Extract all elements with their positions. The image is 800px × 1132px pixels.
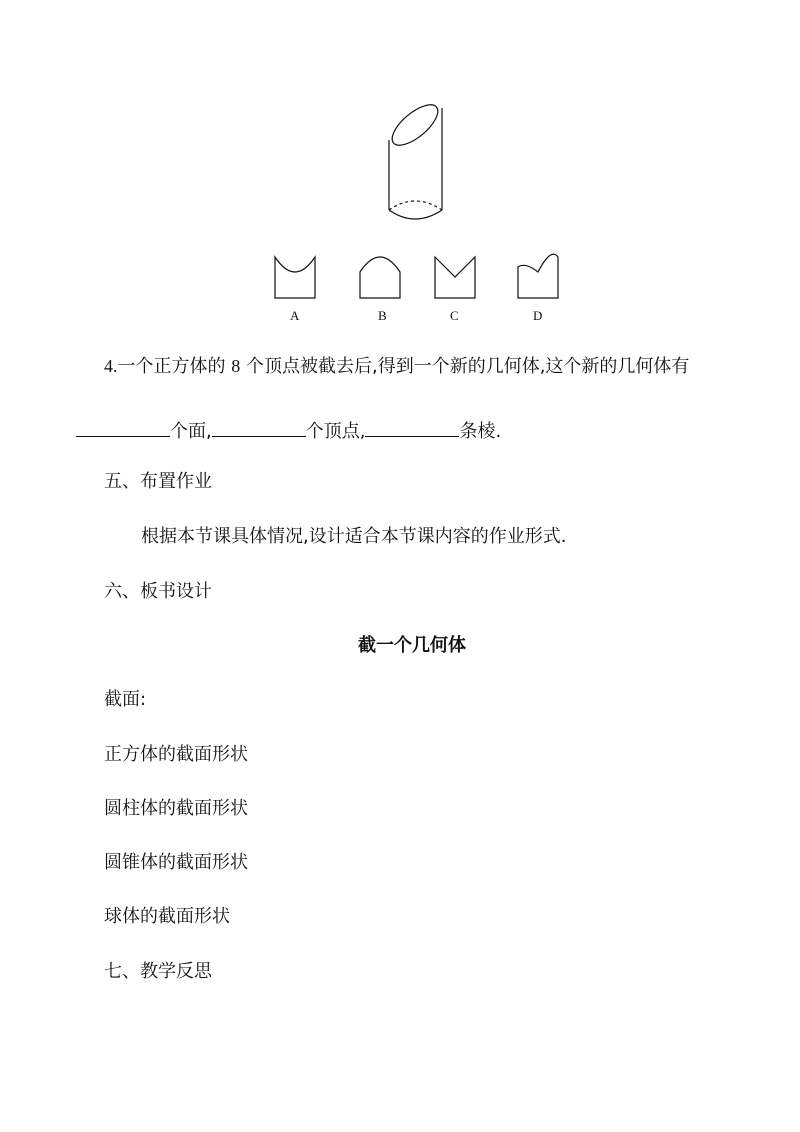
answer-blank-faces[interactable]	[76, 418, 170, 437]
question-4-line2: 个面, 个顶点, 条棱.	[76, 418, 501, 444]
section-7-heading: 七、教学反思	[104, 961, 212, 982]
option-label-b: B	[378, 308, 387, 323]
option-shape-d	[513, 252, 563, 302]
board-item-cube: 正方体的截面形状	[104, 744, 248, 765]
cut-cylinder-figure	[0, 0, 800, 240]
answer-blank-edges[interactable]	[365, 418, 459, 437]
question-number: 4.	[104, 356, 118, 376]
option-shape-b	[355, 252, 405, 302]
board-item-cylinder: 圆柱体的截面形状	[104, 798, 248, 819]
section-5-heading: 五、布置作业	[104, 471, 212, 492]
option-label-a: A	[290, 308, 300, 323]
answer-blank-vertices[interactable]	[212, 418, 306, 437]
section-6-heading: 六、板书设计	[104, 581, 212, 602]
board-item-cone: 圆锥体的截面形状	[104, 852, 248, 873]
option-label-d: D	[533, 308, 543, 323]
board-item-sphere: 球体的截面形状	[104, 906, 230, 927]
board-title: 截一个几何体	[358, 635, 466, 656]
option-label-c: C	[450, 308, 459, 323]
option-shape-c	[430, 252, 480, 302]
board-item-cross-section: 截面:	[104, 689, 147, 710]
section-5-body: 根据本节课具体情况,设计适合本节课内容的作业形式.	[141, 526, 567, 547]
number-eight: 8	[231, 356, 241, 376]
question-4-line1: 4.一个正方体的 8 个顶点被截去后,得到一个新的几何体,这个新的几何体有	[104, 356, 690, 377]
option-shape-a	[270, 252, 320, 302]
